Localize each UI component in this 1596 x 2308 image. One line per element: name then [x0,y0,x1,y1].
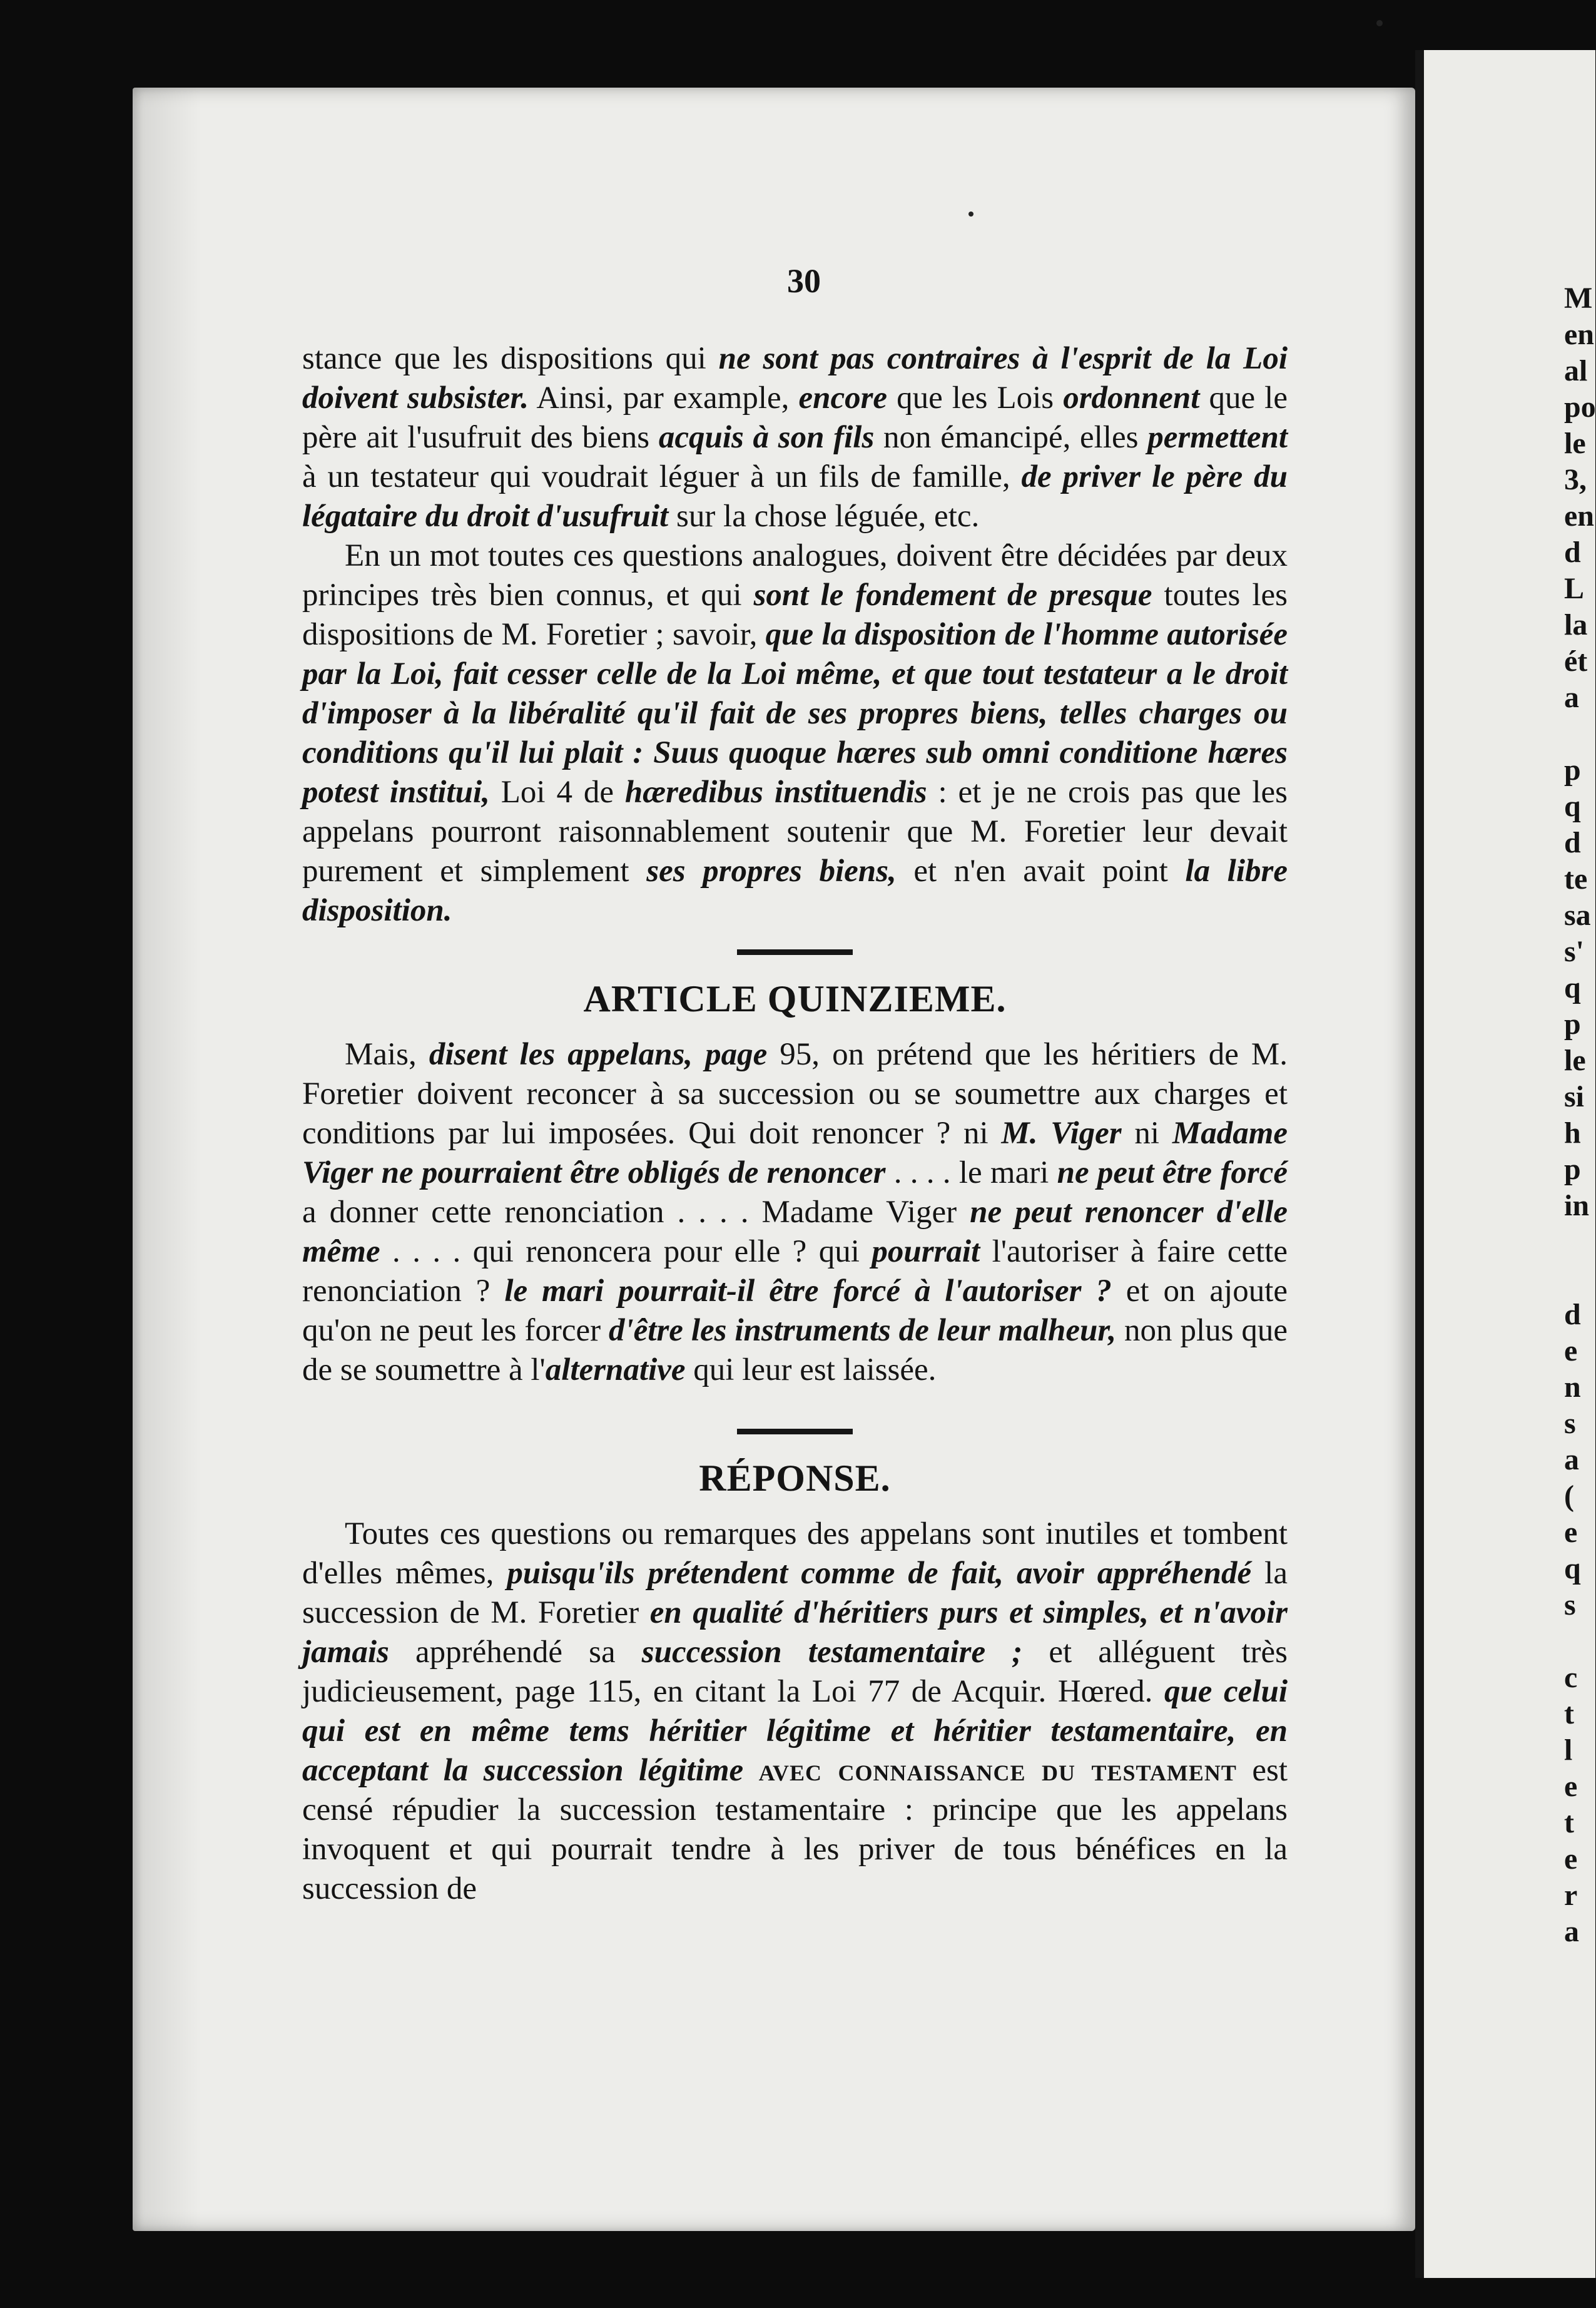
text-run: Toutes ces questions ou remarques des appelans sont inutiles et tombent d'elles mêmes, [302,1516,1288,1591]
text-run: : et je ne crois pas que les appelans pourront raisonnablement soutenir que M. Foretier leur devait purement et simplement [302,775,1288,889]
facing-page-fragment: ( [1564,1479,1574,1513]
text-run: a donner cette renonciation . . . . Madame Viger [302,1195,970,1230]
facing-page-fragment: a [1564,1915,1579,1948]
paragraph-reponse [302,1514,1288,1909]
paragraph-article [302,1035,1288,1390]
facing-page-fragment: a [1564,1443,1579,1476]
facing-page-fragment: e [1564,1770,1578,1803]
facing-page-fragment: sa [1564,899,1591,932]
text-run: ni [1121,1116,1172,1151]
facing-page-fragment: d [1564,826,1581,859]
facing-page-fragment: le [1564,1044,1586,1077]
facing-page-fragment: en [1564,318,1594,351]
facing-page-fragment: e [1564,1334,1578,1367]
italic-run: sont le fondement de presque [753,578,1152,613]
facing-page-fragment: si [1564,1080,1585,1113]
paragraph-intro-2 [302,536,1288,931]
italic-run: alternative [545,1352,686,1387]
italic-run: la libre disposition. [302,854,1288,928]
text-run: non plus que de se soumettre à l' [302,1313,1288,1387]
text-run: stance que les dispositions qui [302,341,719,376]
facing-page-fragment: q [1564,971,1581,1004]
text-run: sur la chose léguée, etc. [668,499,980,534]
facing-page-fragment: al [1564,354,1588,387]
paragraph-intro-1 [302,339,1288,536]
article-heading: ARTICLE QUINZIEME. [583,978,1007,1019]
facing-page-fragment [1564,716,1587,752]
facing-page-fragment [1564,1260,1587,1297]
facing-page-fragment: la [1564,608,1588,641]
italic-run: le mari pourrait-il être forcé à l'autoriser ? [504,1274,1112,1309]
text-run [743,1753,758,1788]
text-run: et alléguent très judicieusement, page 115, en citant la Loi 77 de Acquir. Hœred. [302,1635,1288,1709]
facing-page-fragment: t [1564,1697,1574,1730]
italic-run: ne peut renoncer d'elle même [302,1195,1288,1269]
facing-page-fragment: p [1564,1008,1581,1041]
facing-page-fragment [1564,1224,1587,1260]
italic-run: ne peut être forcé [1057,1155,1288,1190]
facing-page-fragment: q [1564,1552,1581,1585]
facing-page-fragment: M [1564,282,1593,315]
text-run: que les Lois [887,380,1064,416]
facing-page-text [1564,280,1596,1950]
text-run: à un testateur qui voudrait léguer à un fils de famille, [302,459,1022,494]
italic-run: ne sont pas contraires à l'esprit de la Loi doivent subsister. [302,341,1288,416]
facing-page-fragment: l [1564,1734,1573,1767]
italic-run: encore [798,380,888,416]
facing-page-fragment: s' [1564,935,1585,968]
facing-page-fragment: en [1564,499,1594,533]
text-run: qui leur est laissée. [685,1352,937,1387]
facing-page-fragment: d [1564,536,1581,569]
text-run: 95, on prétend que les héritiers de M. Foretier doivent reconcer à sa succession ou se soumettre aux charges et conditions par lui imposées. Qui doit renoncer ? ni [302,1037,1288,1151]
italic-run: d'être les instruments de leur malheur, [608,1313,1117,1348]
italic-run: acquis à son fils [658,420,875,455]
facing-page-fragment: q [1564,790,1581,823]
italic-run: permettent [1147,420,1288,455]
facing-page-fragment: L [1564,572,1585,605]
facing-page-fragment: e [1564,1842,1578,1876]
italic-run: pourrait [872,1234,980,1269]
text-run: la succession de M. Foretier [302,1556,1288,1630]
facing-page-fragment: p [1564,753,1581,787]
facing-page-fragment [1564,1623,1587,1660]
text-run: En un mot toutes ces questions analogues, doivent être décidées par deux principes très bien connus, et qui [302,538,1288,613]
facing-page-fragment: a [1564,681,1579,714]
text-run: que le père ait l'usufruit des biens [302,380,1288,455]
page-text [302,258,1288,1909]
italic-run: que celui qui est en même tems héritier légitime et héritier testamentaire, en acceptant la succession légitime [302,1674,1288,1788]
page-number: 30 [787,262,821,300]
facing-page-fragment: te [1564,862,1588,896]
italic-run: que la disposition de l'homme autorisée par la Loi, fait cesser celle de la Loi même, et que tout testateur a le droit d'imposer à la libéralité qu'il fait de ses propres biens, telles charges ou conditions qu'il lui plait : Suus quoque hæres sub omni conditione hæres potest institui, [302,617,1288,810]
text-run: toutes les dispositions de M. Foretier ; savoir, [302,578,1288,652]
facing-page-fragment: h [1564,1116,1581,1150]
italic-run: hæredibus instituendis [624,775,927,810]
facing-page-fragment: s [1564,1588,1576,1621]
text-run: Mais, [345,1037,429,1072]
text-run: non émancipé, elles [874,420,1148,455]
italic-run: ordonnent [1063,380,1200,416]
facing-page-fragment: c [1564,1661,1578,1694]
text-run: . . . . qui renoncera pour elle ? qui [380,1234,872,1269]
speck [1376,20,1383,26]
facing-page-fragment: d [1564,1298,1581,1331]
text-run: et on ajoute qu'on ne peut les forcer [302,1274,1288,1348]
facing-page-fragment: ét [1564,645,1588,678]
speck [968,212,973,217]
italic-run: en qualité d'héritiers purs et simples, et n'avoir jamais [302,1595,1288,1670]
italic-run: M. Viger [1001,1116,1122,1151]
facing-page-fragment: e [1564,1516,1578,1549]
italic-run: Madame Viger ne pourraient être obligés de renoncer [302,1116,1288,1190]
text-run: l'autoriser à faire cette renonciation ? [302,1234,1288,1309]
facing-page-fragment: in [1564,1189,1590,1222]
facing-page-fragment: t [1564,1806,1574,1839]
italic-run: puisqu'ils prétendent comme de fait, avoir appréhendé [507,1556,1252,1591]
facing-page-fragment: po [1564,391,1596,424]
small-caps-run: avec connaissance du testament [758,1753,1237,1788]
text-run: est censé répudier la succession testamentaire : principe que les appelans invoquent et qui pourrait tendre à les priver de tous bénéfices en la succession de [302,1753,1288,1906]
facing-page-fragment: n [1564,1371,1581,1404]
text-run: appréhendé sa [389,1635,642,1670]
facing-page-fragment: p [1564,1153,1581,1186]
facing-page-fragment: s [1564,1407,1576,1440]
reponse-heading: RÉPONSE. [699,1458,891,1499]
text-run: et n'en avait point [896,854,1186,889]
text-run: Ainsi, par example, [529,380,799,416]
text-run: . . . . le mari [885,1155,1057,1190]
section-rule [737,1429,853,1434]
italic-run: disent les appelans, page [429,1037,768,1072]
intro-section [302,339,1288,931]
italic-run: succession testamentaire ; [641,1635,1023,1670]
italic-run: ses propres biens, [646,854,897,889]
italic-run: de priver le père du légataire du droit d'usufruit [302,459,1288,534]
facing-page-fragment: le [1564,427,1586,460]
facing-page-fragment: r [1564,1879,1578,1912]
section-rule [737,949,853,955]
text-run: Loi 4 de [489,775,625,810]
facing-page-fragment: 3, [1564,463,1587,496]
